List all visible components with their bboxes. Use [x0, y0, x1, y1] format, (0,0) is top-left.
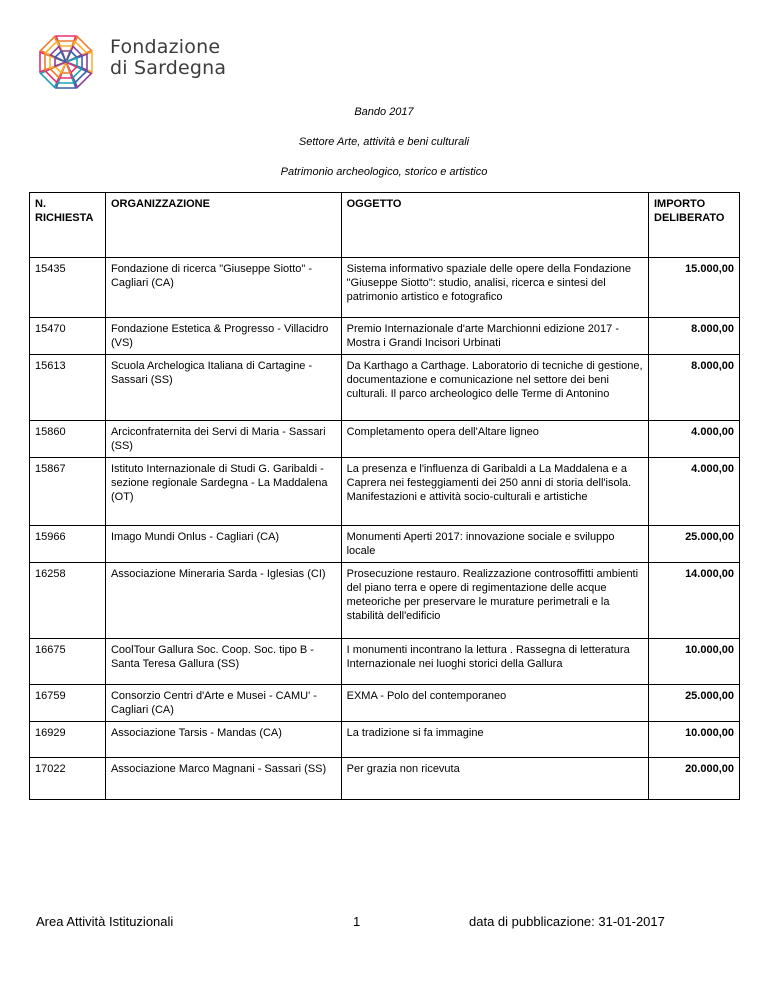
table-row: [30, 563, 740, 639]
table-header-row: [30, 193, 740, 258]
cell-amt: 25.000,00: [649, 685, 740, 722]
cell-num: 15470: [30, 318, 106, 355]
table-row: [30, 685, 740, 722]
table-row: [30, 258, 740, 318]
cell-amt: 4.000,00: [649, 458, 740, 526]
cell-amt: 8.000,00: [649, 318, 740, 355]
table-row: [30, 639, 740, 685]
cell-amt: 20.000,00: [649, 758, 740, 800]
footer-area: Area Attività Istituzionali: [36, 914, 174, 929]
cell-num: 16675: [30, 639, 106, 685]
cell-num: 16929: [30, 722, 106, 758]
cell-num: 17022: [30, 758, 106, 800]
header-num: N. RICHIESTA: [30, 193, 106, 258]
header-amt: IMPORTO DELIBERATO: [649, 193, 740, 258]
cell-amt: 25.000,00: [649, 526, 740, 563]
footer-publication-date: data di pubblicazione: 31-01-2017: [469, 914, 665, 929]
cell-obj: Da Karthago a Carthage. Laboratorio di tecniche di gestione, documentazione e comunicazione nel settore dei beni culturali. Il parco archeologico delle Terme di Antonino: [341, 355, 648, 421]
cell-num: 16258: [30, 563, 106, 639]
cell-obj: Per grazia non ricevuta: [341, 758, 648, 800]
cell-amt: 14.000,00: [649, 563, 740, 639]
table-row: [30, 355, 740, 421]
table-row: [30, 526, 740, 563]
cell-num: 15435: [30, 258, 106, 318]
settore-title: Settore Arte, attività e beni culturali: [298, 136, 470, 148]
cell-obj: EXMA - Polo del contemporaneo: [341, 685, 648, 722]
cell-org: Fondazione Estetica & Progresso - Villacidro (VS): [105, 318, 341, 355]
cell-num: 15867: [30, 458, 106, 526]
cell-org: Imago Mundi Onlus - Cagliari (CA): [105, 526, 341, 563]
cell-org: Associazione Mineraria Sarda - Iglesias (CI): [105, 563, 341, 639]
cell-org: Fondazione di ricerca "Giuseppe Siotto" - Cagliari (CA): [105, 258, 341, 318]
cell-obj: Sistema informativo spaziale delle opere della Fondazione "Giuseppe Siotto": studio, analisi, ricerca e sintesi del patrimonio artistico e fotografico: [341, 258, 648, 318]
table-row: [30, 758, 740, 800]
cell-org: Arciconfraternita dei Servi di Maria - Sassari (SS): [105, 421, 341, 458]
cell-org: Istituto Internazionale di Studi G. Garibaldi - sezione regionale Sardegna - La Maddalena (OT): [105, 458, 341, 526]
cell-obj: Prosecuzione restauro. Realizzazione controsoffitti ambienti del piano terra e opere di regimentazione delle acque meteoriche per preservare le murature perimetrali e la stabilità dell'edificio: [341, 563, 648, 639]
cell-org: CoolTour Gallura Soc. Coop. Soc. tipo B - Santa Teresa Gallura (SS): [105, 639, 341, 685]
table-row: [30, 421, 740, 458]
cell-num: 16759: [30, 685, 106, 722]
logo-line-1: Fondazione: [110, 36, 221, 58]
fondazione-logo: [38, 34, 238, 94]
cell-amt: 4.000,00: [649, 421, 740, 458]
cell-amt: 8.000,00: [649, 355, 740, 421]
logo-line-2: di Sardegna: [110, 57, 227, 79]
table-row: [30, 458, 740, 526]
cell-org: Associazione Marco Magnani - Sassari (SS): [105, 758, 341, 800]
table-row: [30, 722, 740, 758]
cell-org: Consorzio Centri d'Arte e Musei - CAMU' - Cagliari (CA): [105, 685, 341, 722]
grants-table: [29, 192, 740, 800]
cell-org: Scuola Archelogica Italiana di Cartagine - Sassari (SS): [105, 355, 341, 421]
header-org: ORGANIZZAZIONE: [105, 193, 341, 258]
table-row: [30, 318, 740, 355]
cell-amt: 15.000,00: [649, 258, 740, 318]
cell-amt: 10.000,00: [649, 722, 740, 758]
cell-amt: 10.000,00: [649, 639, 740, 685]
cell-obj: Premio Internazionale d'arte Marchionni edizione 2017 - Mostra i Grandi Incisori Urbinati: [341, 318, 648, 355]
patrimonio-title: Patrimonio archeologico, storico e artistico: [280, 166, 488, 178]
logo-text: [110, 37, 226, 79]
bando-title: Bando 2017: [354, 106, 414, 118]
cell-num: 15860: [30, 421, 106, 458]
cell-obj: I monumenti incontrano la lettura . Rassegna di letteratura Internazionale nei luoghi storici della Gallura: [341, 639, 648, 685]
cell-obj: Completamento opera dell'Altare ligneo: [341, 421, 648, 458]
fondazione-star-logo-icon: [38, 34, 94, 90]
cell-num: 15966: [30, 526, 106, 563]
header-obj: OGGETTO: [341, 193, 648, 258]
cell-org: Associazione Tarsis - Mandas (CA): [105, 722, 341, 758]
cell-obj: La presenza e l'influenza di Garibaldi a La Maddalena e a Caprera nei festeggiamenti dei 250 anni di storia dell'isola. Manifestazioni e attività socio-culturali e artistiche: [341, 458, 648, 526]
cell-num: 15613: [30, 355, 106, 421]
cell-obj: Monumenti Aperti 2017: innovazione sociale e sviluppo locale: [341, 526, 648, 563]
cell-obj: La tradizione si fa immagine: [341, 722, 648, 758]
footer-page-number: 1: [353, 914, 361, 929]
